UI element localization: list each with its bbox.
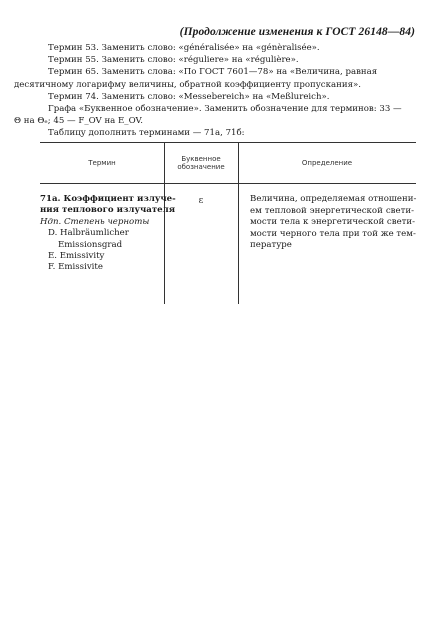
definition-cell xyxy=(250,194,417,252)
term-english: E. Emissivity xyxy=(48,251,105,262)
definition-line: пературе xyxy=(250,240,292,251)
terms-table xyxy=(40,142,416,304)
term-cell xyxy=(40,194,176,274)
term-deprecated: Ндп. Степень черноты xyxy=(40,216,150,227)
term-german: D. Halbräumlicher xyxy=(48,228,129,239)
header-symbol: Буквенное обозначение xyxy=(177,155,225,171)
definition-line: Величина, определяемая отношени- xyxy=(250,194,417,204)
column-divider xyxy=(238,184,239,304)
paragraph-letter-column: Графа «Буквенное обозначение». Заменить обозначение для терминов: 33 — xyxy=(48,104,402,115)
definition-line: ем тепловой энергетической свети- xyxy=(250,205,414,216)
amendment-text xyxy=(14,42,414,140)
table-header-row xyxy=(40,142,416,184)
definition-line: мости тела к энергетической свети- xyxy=(250,217,416,228)
paragraph-term-65: Термин 65. Заменить слова: «По ГОСТ 7601—78» на «Величина, равная xyxy=(48,67,378,78)
paragraph-term-53: Термин 53. Заменить слово: «généralisée» на «génèralisée». xyxy=(48,43,320,53)
header-term: Термин xyxy=(88,159,116,167)
paragraph-letter-column-continued: Θ на Θₑ; 45 — F_OV на E_OV. xyxy=(14,116,143,127)
table-row xyxy=(40,184,416,304)
term-line: 71а. Коэффициент излуче- xyxy=(40,194,176,204)
term-german-continued: Emissionsgrad xyxy=(58,239,123,250)
paragraph-term-74: Термин 74. Заменить слово: «Messebereich» на «Meßlureich». xyxy=(48,91,330,102)
header-definition: Определение xyxy=(301,159,353,167)
definition-line: мости черного тела при той же тем- xyxy=(250,228,416,239)
symbol-cell: ε xyxy=(198,196,204,206)
page-header: (Продолжение изменения к ГОСТ 26148—84) xyxy=(179,26,415,38)
term-french: F. Emissivite xyxy=(48,262,103,273)
paragraph-table-addition: Таблицу дополнить терминами — 71а, 71б: xyxy=(48,128,245,139)
term-line: ния теплового излучателя xyxy=(40,205,176,216)
paragraph-term-65-continued: десятичному логарифму величины, обратной коэффициенту пропускания». xyxy=(14,79,361,90)
paragraph-term-55: Термин 55. Заменить слово: «réguliere» на «régulière». xyxy=(48,55,299,66)
